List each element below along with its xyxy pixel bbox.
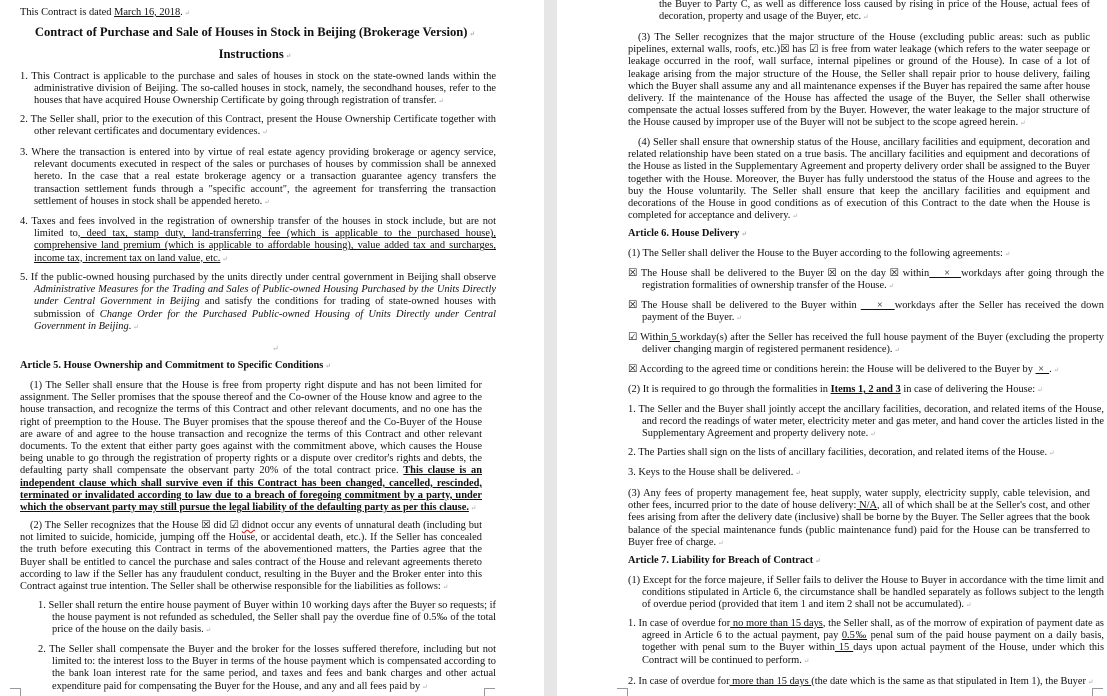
text-run: This Contract is dated	[20, 7, 115, 18]
article-5-clause-1	[20, 380, 482, 514]
delivery-option-3	[628, 332, 1104, 356]
text-run: (the date which is the same as that stipulated in Item 1), the Buyer	[811, 676, 1086, 687]
text-run: workdays after the Seller has received the down payment of the Buyer.	[642, 300, 1105, 324]
text-run: 1. The Seller and the Buyer shall jointly accept the ancillary facilities, decoration, and related items of the House, and record the readings of water meter, electricity meter and gas meter, and hand cover the articles listed in the Supplementary Agreement and property delivery note.	[628, 404, 1104, 440]
text-run: 2. The Parties shall sign on the lists of ancillary facilities, decoration, and related items of the House.	[628, 447, 1048, 458]
text-run: the Buyer to Party C, as well as difference loss caused by rising in price of the House, actual fees of decoration, property and usage of the Buyer, etc.	[659, 0, 1090, 23]
filled-field-text: more than 15 days	[729, 676, 812, 687]
text-run: ☒ The House shall be delivered to the Buyer ☒ on the day ☒ within	[628, 268, 930, 279]
text-run: 3. Keys to the House shall be delivered.	[628, 467, 794, 478]
text-run: ☑ Within	[628, 332, 669, 343]
page-corner-mark	[617, 688, 628, 696]
text-run: 3. Where the transaction is entered into by virtue of real estate agency providing brokerage or agency service, relevant documents executed in respect of the sales or purchases of houses by commission shall be annexed hereto. In the case that a real estate brokerage agency or a transaction guarantee agency transfers the transaction settlement funds through a "specific account", the agreement for transferring the transaction settlement of houses in stock shall be appended hereto.	[20, 147, 496, 207]
article-5-heading	[20, 360, 482, 372]
text-run: 4. Taxes and fees involved in the registration of ownership transfer of the houses in stock include, but are not limited to,	[20, 216, 496, 240]
text-run: , all of which shall be at the Seller's cost, and other fees arising from after the delivery date (inclusive) shall be borne by the Buyer. The Seller agrees that the book balance of the special maintenance funds (public maintenance fund) paid for the House can be transferred to Buyer free of charge.	[628, 500, 1090, 548]
page-corner-mark	[10, 688, 21, 696]
article-6-clause-3	[628, 488, 1090, 549]
filled-field-text: ×	[1035, 364, 1050, 375]
delivery-option-4	[628, 364, 1104, 376]
instruction-item-5	[20, 272, 496, 333]
filled-field-text: ×	[860, 300, 895, 311]
article-5-clause-4	[628, 137, 1090, 222]
instructions-heading	[20, 47, 490, 64]
text-run: 2. The Seller shall compensate the Buyer and the broker for the losses suffered therefore, including but not limited to: the interest loss to the Buyer in terms of the house payment which is compensated according to the bank loan interest rate for the same period, and taxes and fees and bank charges and other actual expenditure paid for compensating the Buyer for the House, and any and all fees paid by	[38, 644, 496, 692]
filled-field-text: ×	[929, 268, 962, 279]
text-run: in case of delivering the House:	[900, 384, 1036, 395]
text-run: .	[180, 7, 183, 18]
text-run: not occur any events of unnatural death (including but not limited to suicide, homicide, jumping off the House, or accidental death, etc.). If the Seller has concealed the truth before executing this Contract in terms of the abovementioned matters, the Parties agree that the Buyer shall be entitled to cancel the purchase and sales contract of the House and relevant agreements thereto according to law if the Seller has any fraudulent conduct, resulting in the Buyer and the Broker enter into this Contract against true intention. The Seller shall be otherwise responsible for the liabilities as follows:	[20, 520, 482, 593]
text-run: (2) The Seller recognizes that the House ☒ did ☑	[30, 520, 242, 531]
text-run: 1. In case of overdue for	[628, 618, 731, 629]
page-corner-mark	[1092, 688, 1103, 696]
text-run: (1) Except for the force majeure, if Seller fails to deliver the House to Buyer in accordance with the time limit and conditions stipulated in Article 6, the circumstance shall be handled separately as follows subject to the length of overdue period (provided that item 1 and item 2 shall not be accumulated).	[628, 575, 1104, 611]
overdue-item-1	[628, 618, 1104, 667]
article-5-clause-3	[628, 32, 1090, 130]
delivery-formality-3	[628, 467, 1104, 479]
text-run: 1. Seller shall return the entire house payment of Buyer within 10 working days after the Buyer so requests; if the house payment is not refunded as scheduled, the Seller shall pay the overdue fine of 0.5‰ of the total price of the house on the daily basis.	[38, 600, 496, 636]
text-run: (1) The Seller shall ensure that the House is free from property right dispute and has not been limited for assignment. The Seller promises that the spouse thereof and the Co-owner of the House know and agree to the house transaction, and recognize the terms of this Contract and other relevant documents, and no one has the right of preemption to the House. The Buyer promises that the spouse thereof and the Co-Buyer of the House are aware of and agree to the house transaction and recognize the terms of this Contract and other relevant documents. To the extent that either party goes against with the commitment above, which causes the House being unable to go through the registration of property rights or a dispute over creditor's rights and debts, the defaulting party shall compensate the observant party 20% of the total contract price.	[20, 380, 482, 477]
filled-field-text: no more than 15 days	[730, 618, 823, 629]
text-run: days upon actual payment of the House, under which this Contract will be continued to perform.	[642, 642, 1104, 666]
text-run: workday(s) after the Seller has received the full house payment of the Buyer (excluding the property deliver changing margin of registered permanent residence).	[642, 332, 1105, 356]
text-run: 2. The Seller shall, prior to the execution of this Contract, present the House Ownership Certificate together with other relevant certificates and documentary evidences.	[20, 114, 496, 138]
article-6-clause-1	[628, 248, 1090, 260]
article-7-heading	[628, 555, 1090, 567]
document-title	[20, 25, 490, 42]
text-run: and satisfy the conditions for trading of state-owned houses with submission of	[34, 296, 496, 320]
instruction-item-2	[20, 114, 496, 138]
text-run: (2) It is required to go through the formalities in	[628, 384, 831, 395]
text-run: ☒ According to the agreed time or conditions herein: the House will be delivered to the Buyer by	[628, 364, 1036, 375]
text-run: 2. In case of overdue for	[628, 676, 730, 687]
page-corner-mark	[484, 688, 495, 696]
delivery-formality-2	[628, 447, 1104, 459]
filled-field-text: 5	[668, 332, 680, 343]
article-5-liability-item-1	[38, 600, 496, 637]
instruction-item-4	[20, 216, 496, 265]
empty-paragraph-mark: ↵	[272, 344, 279, 353]
text-run: (3) Any fees of property management fee, heat supply, water supply, electricity supply, cable television, and other fees, incurred prior to the date of house delivery:	[628, 488, 1090, 512]
text-run: (1) The Seller shall deliver the House to the Buyer according to the following agreements:	[628, 248, 1003, 259]
article-5-clause-2	[20, 520, 482, 593]
article-5-liability-item-2	[38, 644, 496, 693]
text-run: Administrative Measures for the Trading and Sales of Public-owned Housing Purchased by the Units Directly under Central Government in Beijing	[34, 284, 496, 308]
filled-field-text: March 16, 2018	[114, 7, 181, 18]
text-run: (4) Seller shall ensure that ownership status of the House, ancillary facilities and equipment, decoration and related relationship have been stated on a true basis. The ancillary facilities and equipment and decorations of the House as listed in the Supplementary Agreement and property delivery order shall be assigned to the Buyer together with the House. Moreover, the Buyer has fully understood the status of the House and agrees to the buy the House voluntarily. The Seller shall ensure that keep the ancillary facilities and equipment and decorations of the House in good conditions as of execution of this Contract to the date when the House is completed for acceptance and delivery.	[628, 137, 1090, 222]
filled-field-text: 15	[834, 642, 854, 654]
filled-field-text: N/A	[856, 500, 878, 512]
text-run: , the Seller shall, as of the morrow of expiration of payment date as agreed in Article 6 to the actual payment, pay	[642, 618, 1104, 642]
text-run: Article 6. House Delivery	[628, 228, 740, 239]
delivery-option-2	[628, 300, 1104, 324]
delivery-formality-1	[628, 404, 1104, 441]
filled-field-text: 0.5‰	[841, 630, 868, 642]
text-run: ☒ The House shall be delivered to the Buyer within	[628, 300, 861, 311]
document-page-right	[557, 0, 1107, 696]
text-run: 5. If the public-owned housing purchased by the units directly under central government in Beijing shall observe	[20, 272, 496, 283]
overdue-item-2	[628, 676, 1104, 688]
text-run: Contract of Purchase and Sale of Houses in Stock in Beijing (Brokerage Version)	[34, 25, 468, 39]
text-run: 1. This Contract is applicable to the purchase and sales of houses in stock on the state-owned lands within the administrative division of Beijing. The so-called houses in stock, namely, the secondhand houses, refer to the houses that have acquired House Ownership Certificate by going through registration of transfer.	[20, 71, 496, 107]
text-run: Article 5. House Ownership and Commitment to Specific Conditions	[20, 360, 324, 371]
filled-field-text: deed tax, stamp duty, land-transferring fee (which is applicable to the purchased house), comprehensive land premium (which is applicable to affordable housing), value added tax and surcharges, income tax, increment tax on land value, etc.	[34, 228, 496, 264]
article-6-heading	[628, 228, 1090, 240]
text-run: (3) The Seller recognizes that the major structure of the House (excluding public areas: such as public pipelines, external walls, roofs, etc.)☒ has ☑ is free from water leakage (which refers to the water seepage or leakage occurred in the roof, wall surface, internal pipelines or ground of the House). In case of a lot of leakage arising from the major structure of the House, the Seller shall repair prior to house delivery, failing which the Buyer shall assume any and all maintenance expenses if the Buyer has repaired the same after house delivery. If the maintenance of the House has affected the usage of the Buyer, the Seller shall otherwise compensate the actual losses suffered from by the Buyer. However, the water leakage to the major structure of the House caused by improper use of the Buyer will not be subject to the scope agreed herein.	[628, 32, 1090, 129]
spelling-error-text: did	[241, 520, 256, 531]
contract-date-line	[20, 7, 490, 19]
filled-field-text: Items 1, 2 and 3	[830, 384, 901, 395]
article-7-clause-1	[628, 575, 1104, 612]
text-run: Article 7. Liability for Breach of Contract	[628, 555, 814, 566]
liability-item-2-continued	[659, 0, 1090, 23]
filled-field-text: This clause is an independent clause which shall survive even if this Contract has been changed, cancelled, rescinded, terminated or invalidated according to law due to a breach of foregoing commitment by a party, under which the observant party may still pursue the legal liability of the defaulting party as per this clause.	[20, 465, 482, 514]
text-run: .	[128, 320, 132, 332]
text-run: Change Order for the Purchased Public-owned Housing of Units Directly under Central Government in Beijing	[34, 308, 496, 332]
text-run: Instructions	[218, 47, 284, 61]
delivery-option-1	[628, 268, 1104, 292]
article-6-clause-2	[628, 384, 1090, 396]
document-page-left	[0, 0, 544, 696]
text-run: .	[1049, 364, 1052, 375]
instruction-item-1	[20, 71, 496, 108]
text-run: workdays after going through the registration formalities of ownership transfer of the House.	[642, 268, 1105, 292]
instruction-item-3	[20, 147, 496, 208]
text-run: penal sum of the paid house payment on a daily basis, together with penal sum to the Buyer within	[642, 630, 1104, 654]
